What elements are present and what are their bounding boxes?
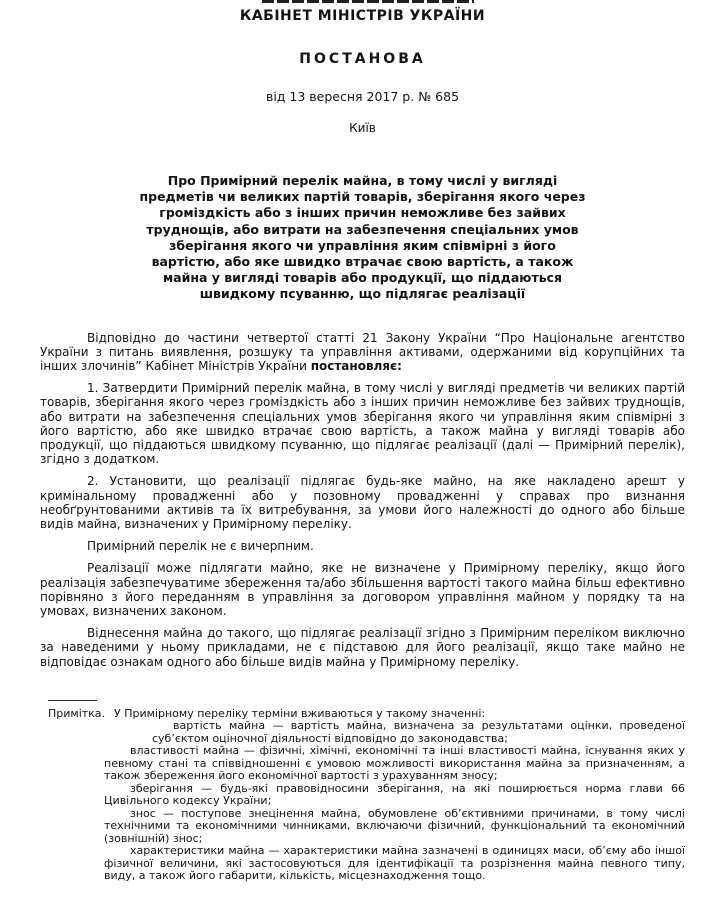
footnote-definition-2: властивості майна — фізичні, хімічні, економічні та інші властивості майна, існування яких у певному стані та співвідношенні є умовою можливості використання майна за призначенням, а також збереження його економічної вартості з урахуванням зносу; — [104, 744, 685, 783]
footnote-definition-3: зберігання — будь-які правовідносини зберігання, на які поширюється норма глави 66 Цивільного кодексу України; — [104, 781, 685, 808]
footnote-label: Примітка. — [48, 706, 106, 720]
org-name: КАБІНЕТ МІНІСТРІВ УКРАЇНИ — [239, 8, 486, 24]
intro-bold-word: постановляє: — [310, 359, 402, 374]
doc-type: ПОСТАНОВА — [299, 51, 426, 67]
footnote-definition-5: характеристики майна — характеристики майна зазначені в одиницях маси, об’єму або іншої фізичної величини, які застосовуються для ідентифікації та розрізнення майна певного типу, виду, а також його габарити, кількість, місцезнаходження тощо. — [104, 844, 685, 883]
document-title: Про Примірний перелік майна, в тому числі у вигляді предметів чи великих партій товарів, зберігання якого через громіздкість або з інших причин неможливе без зайвих труднощів, або витрати на забезпечення спеціальних умов зберігання якого чи управління яким співмірні з його вартістю, або яке швидко втрачає свою вартість, а також майна у вигляді товарів або продукції, що піддаються швидкому псуванню, що підлягає реалізації — [139, 173, 586, 302]
clipped-text-artifact — [262, 0, 474, 3]
footnote — [40, 708, 685, 883]
date-number-line: від 13 вересня 2017 р. № 685 — [265, 89, 460, 104]
city-line: Київ — [349, 121, 376, 135]
footnote-intro-text: У Примірному переліку терміни вживаються у такому значенні: — [114, 706, 486, 720]
footnote-definition-1: вартість майна — вартість майна, визначена за результатами оцінки, проведеної суб’єктом оціночної діяльності відповідно до законодавства; — [152, 719, 685, 745]
body-paragraph-5: Віднесення майна до такого, що підлягає реалізації згідно з Примірним переліком виключно за наведеними у ньому прикладами, не є підставою для його реалізації, якщо таке майно не відповідає ознакам одного або більше видів майна у Примірному переліку. — [40, 626, 685, 669]
intro-paragraph — [40, 331, 685, 374]
body-paragraph-1: 1. Затвердити Примірний перелік майна, в тому числі у вигляді предметів чи великих партій товарів, зберігання якого через громіздкість або з інших причин неможливе без зайвих труднощів, або витрати на забезпечення спеціальних умов зберігання якого чи управління яким співмірні з його вартістю, або яке швидко втрачає свою вартість, а також майна у вигляді товарів або продукції, що піддаються швидкому псуванню, що підлягає реалізації (далі — Примірний перелік), згідно з додатком. — [40, 381, 685, 467]
intro-text: Відповідно до частини четвертої статті 21 Закону України “Про Національне агентство України з питань виявлення, розшуку та управління активами, одержаними від корупційних та інших злочинів” Кабінет Міністрів України — [40, 330, 685, 374]
body-paragraph-4: Реалізації може підлягати майно, яке не визначене у Примірному переліку, якщо його реалізація забезпечуватиме збереження та/або збільшення вартості такого майна більш ефективно порівняно з його переданням в управління за договором управління майном у порядку та на умовах, визначених законом. — [40, 561, 685, 619]
body-paragraph-2: 2. Установити, що реалізації підлягає будь-яке майно, на яке накладено арешт у кримінальному провадженні або у позовному провадженні у справах про визнання необґрунтованими активів та їх витребування, за умови його належності до одного або більше видів майна, визначених у Примірному переліку. — [40, 474, 685, 532]
footnote-divider — [48, 700, 97, 701]
body-paragraph-3: Примірний перелік не є вичерпним. — [87, 539, 314, 554]
footnote-definition-4: знос — поступове знецінення майна, обумовлене об’єктивними причинами, в тому числі технічними та економічними чинниками, включаючи фізичний, функціональний та економічний (зовнішній) знос; — [104, 806, 685, 845]
